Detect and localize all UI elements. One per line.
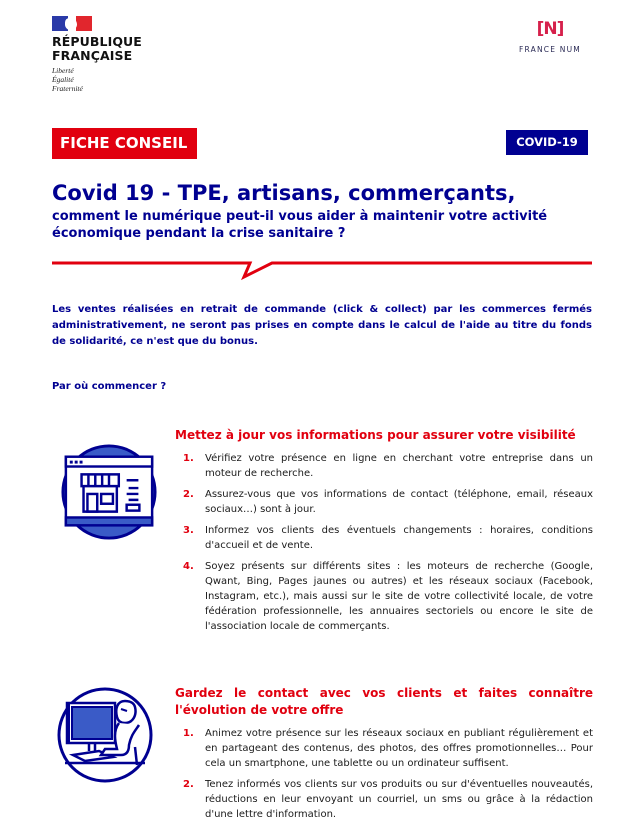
section-2-steps <box>175 726 593 828</box>
person-at-computer-icon <box>55 685 155 785</box>
covid-badge: COVID-19 <box>506 130 588 155</box>
start-heading: Par où commencer ? <box>52 381 167 392</box>
intro-paragraph: Les ventes réalisées en retrait de commande (click & collect) par les commerces fermés administrativement, ne seront pas prises en compte dans le calcul de l'aide au titre du fonds de solidarité, ce n'est que du bonus. <box>52 304 592 347</box>
list-item: 1. Animez votre présence sur les réseaux sociaux en publiant régulièrement et en partageant des contenus, des photos, des offres promotionnelles… Pour cela un smartphone, une tablette ou un ordinateur suffisent. <box>183 728 593 769</box>
republic-motto: Liberté Égalité Fraternité <box>52 66 83 93</box>
republic-name: RÉPUBLIQUE FRANÇAISE <box>52 34 142 63</box>
france-num-name: FRANCE NUM <box>519 45 581 54</box>
france-num-mark-icon: [N] <box>536 19 564 39</box>
list-item: 2. Tenez informés vos clients sur vos produits ou sur d'éventuelles nouveautés, réductions en leur envoyant un courriel, un sms ou grâce à la rédaction d'une lettre d'information. <box>183 779 593 820</box>
storefront-website-icon <box>60 443 158 541</box>
list-item: 3. Informez vos clients des éventuels changements : horaires, conditions d'accueil et de vente. <box>183 525 593 551</box>
section-1-title: Mettez à jour vos informations pour assurer votre visibilité <box>175 428 576 442</box>
france-num-logo <box>510 18 590 54</box>
list-item: 1. Vérifiez votre présence en ligne en cherchant votre entreprise dans un moteur de recherche. <box>183 453 593 479</box>
page-subtitle: comment le numérique peut-il vous aider à maintenir votre activité économique pendant la crise sanitaire ? <box>52 209 548 241</box>
page-title: Covid 19 - TPE, artisans, commerçants, <box>52 181 516 205</box>
marianne-flag-icon <box>52 16 92 31</box>
fiche-conseil-badge: FICHE CONSEIL <box>52 128 197 159</box>
list-item: 2. Assurez-vous que vos informations de contact (téléphone, email, réseaux sociaux…) sont à jour. <box>183 489 593 515</box>
section-1-steps <box>175 451 593 640</box>
republique-francaise-logo <box>52 16 142 93</box>
list-item: 4. Soyez présents sur différents sites : les moteurs de recherche (Google, Qwant, Bing, Pages jaunes ou autres) et les réseaux sociaux (Facebook, Instagram, etc.), mais aussi sur le site de votre collectivité locale, de votre fédération professionnelle, les annuaires sectoriels ou encore le site de l'association locale de commerçants. <box>183 561 593 632</box>
section-2-title: Gardez le contact avec vos clients et faites connaître l'évolution de votre offre <box>175 686 593 717</box>
speech-bubble-divider <box>52 255 592 281</box>
